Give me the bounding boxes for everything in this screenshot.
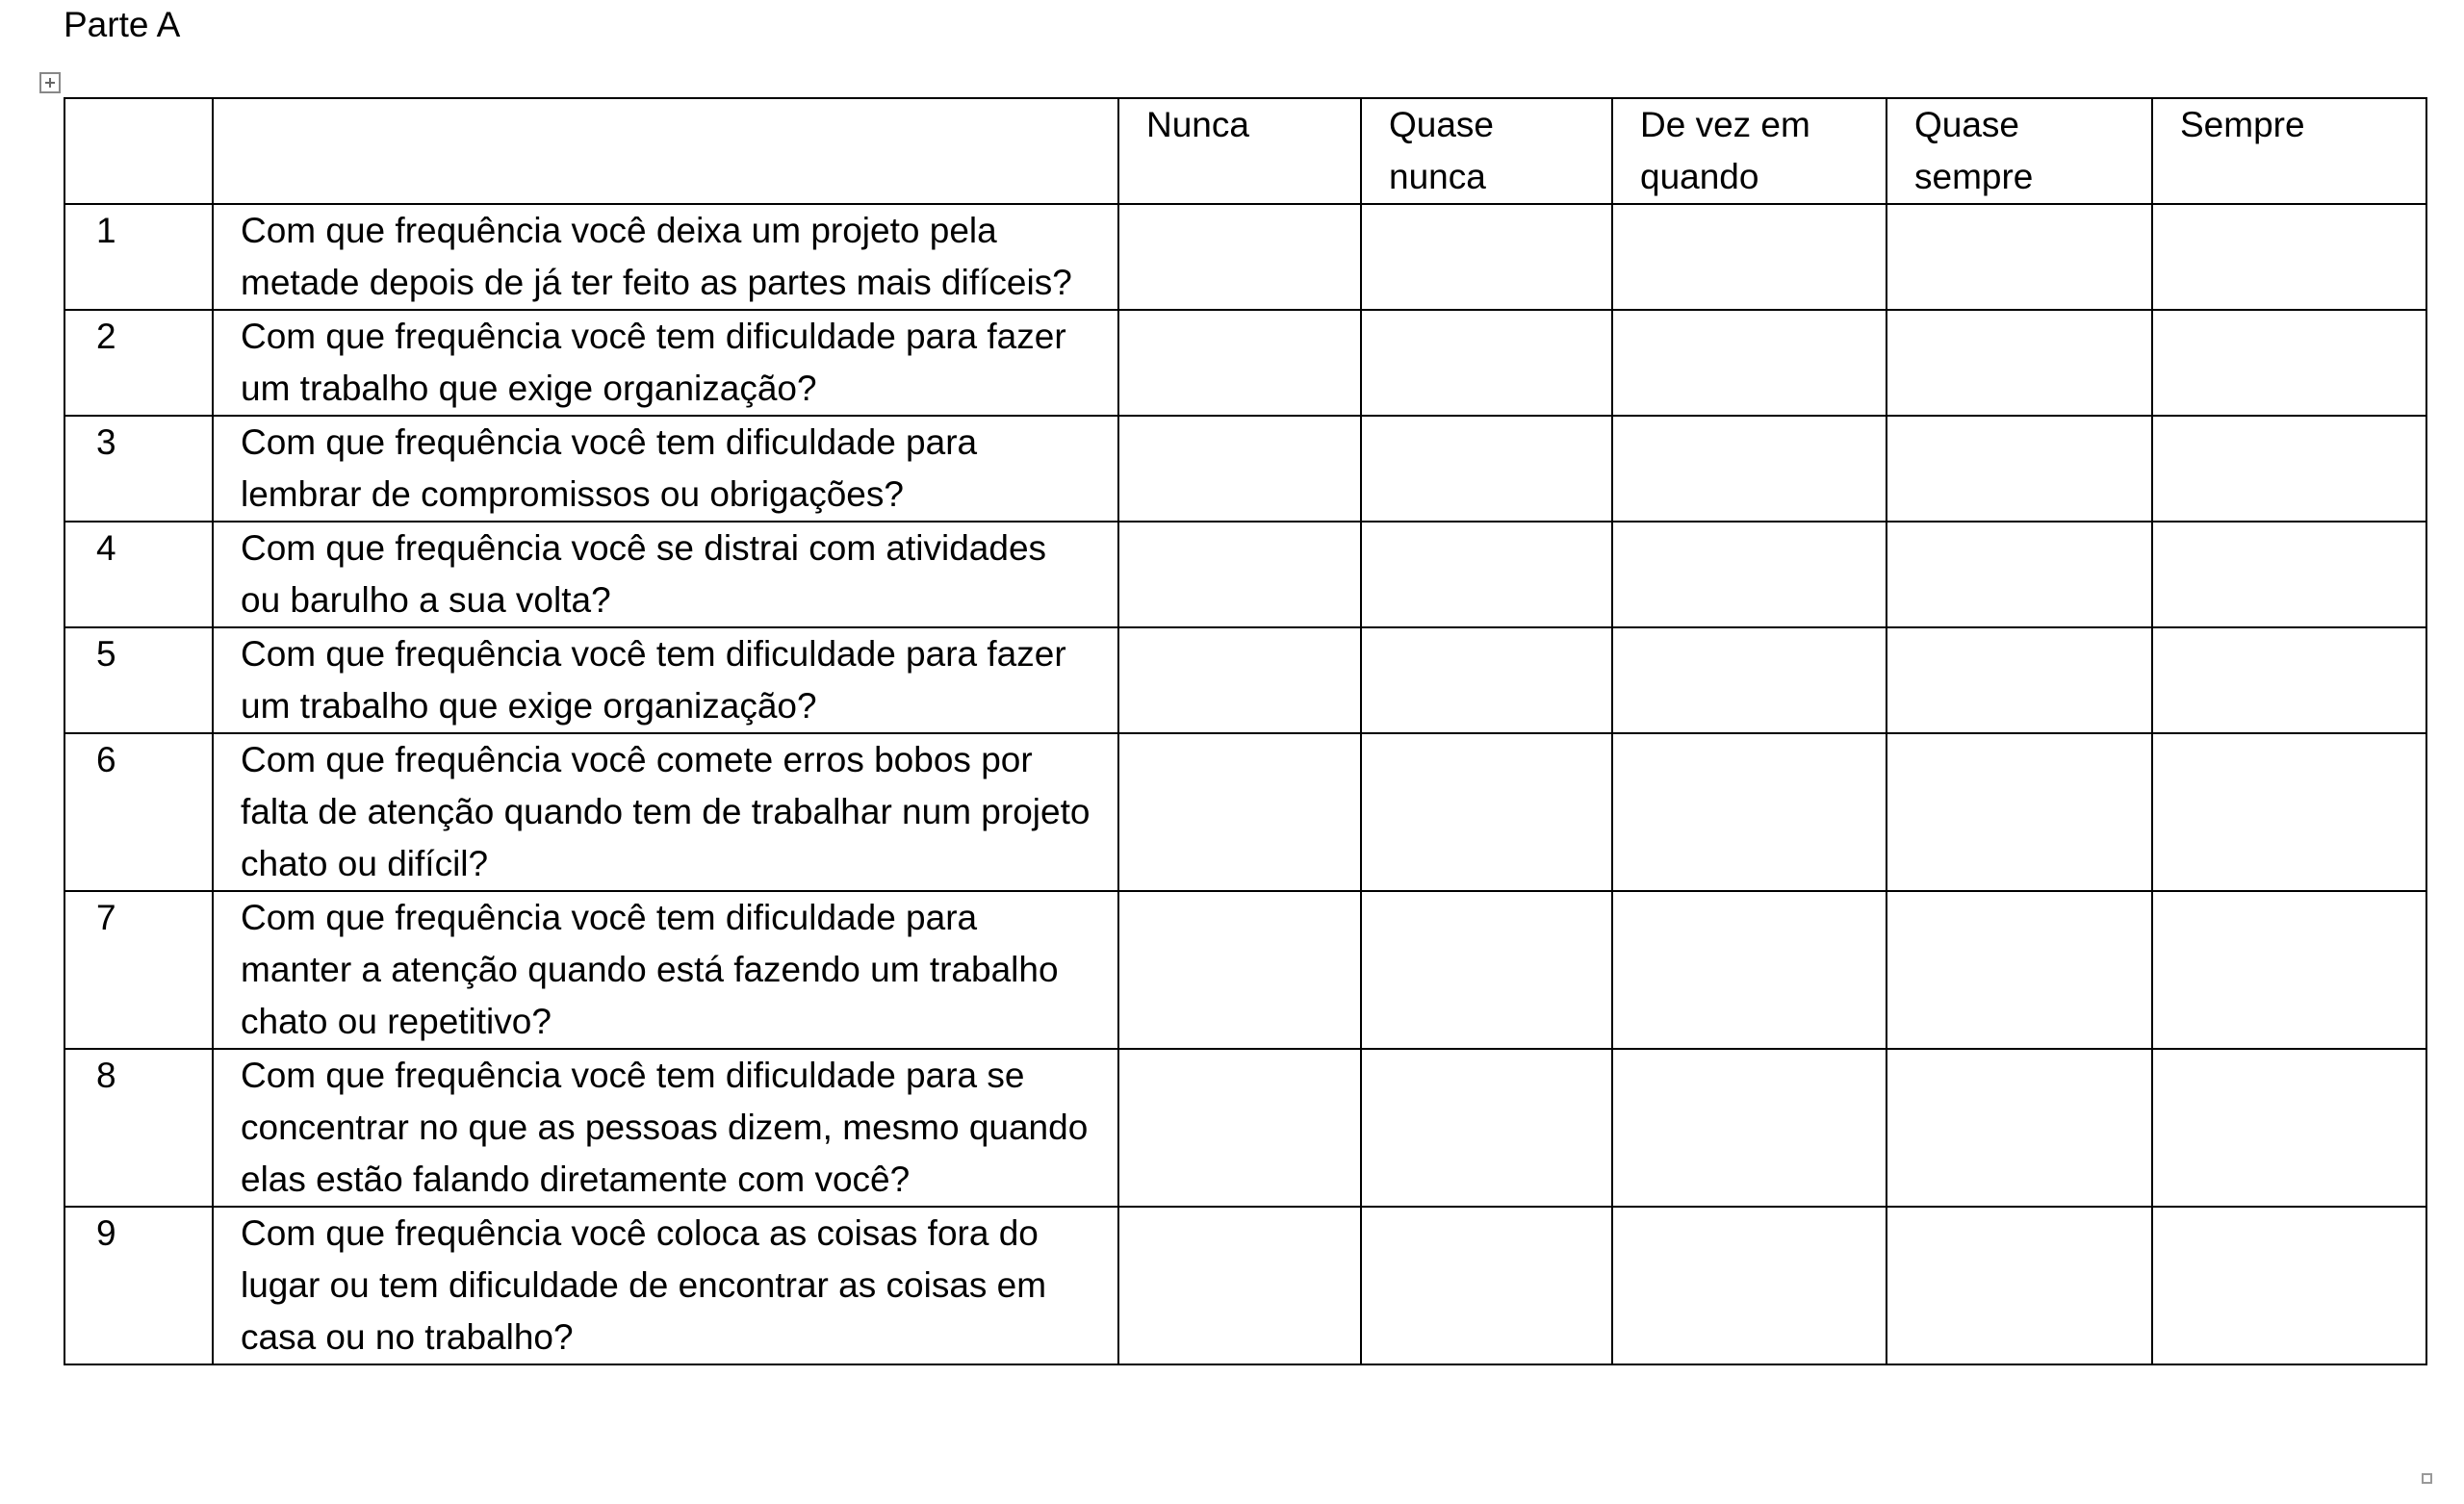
table-row — [64, 891, 2426, 1049]
answer-cell-sempre[interactable] — [2152, 891, 2426, 1049]
question-text: Com que frequência você tem dificuldade para fazer um trabalho que exige organização? — [213, 310, 1118, 416]
answer-cell-quase-sempre[interactable] — [1886, 1049, 2152, 1207]
answer-cell-nunca[interactable] — [1118, 733, 1361, 891]
answer-cell-nunca[interactable] — [1118, 310, 1361, 416]
question-number: 8 — [64, 1049, 213, 1207]
question-number: 2 — [64, 310, 213, 416]
answer-cell-sempre[interactable] — [2152, 1049, 2426, 1207]
answer-cell-quase-sempre[interactable] — [1886, 522, 2152, 627]
header-question — [213, 98, 1118, 204]
answer-cell-quase-nunca[interactable] — [1361, 627, 1612, 733]
table-row — [64, 416, 2426, 522]
answer-cell-quase-sempre[interactable] — [1886, 310, 2152, 416]
answer-cell-de-vez-em-quando[interactable] — [1612, 1049, 1886, 1207]
section-title: Parte A — [64, 5, 181, 44]
table-move-icon[interactable] — [39, 72, 61, 93]
answer-cell-sempre[interactable] — [2152, 522, 2426, 627]
answer-cell-quase-nunca[interactable] — [1361, 310, 1612, 416]
question-number: 1 — [64, 204, 213, 310]
answer-cell-de-vez-em-quando[interactable] — [1612, 627, 1886, 733]
answer-cell-quase-nunca[interactable] — [1361, 891, 1612, 1049]
answer-cell-quase-nunca[interactable] — [1361, 733, 1612, 891]
question-number: 6 — [64, 733, 213, 891]
table-row — [64, 1207, 2426, 1364]
table-row — [64, 1049, 2426, 1207]
answer-cell-quase-nunca[interactable] — [1361, 522, 1612, 627]
answer-cell-quase-sempre[interactable] — [1886, 1207, 2152, 1364]
table-row — [64, 310, 2426, 416]
answer-cell-nunca[interactable] — [1118, 891, 1361, 1049]
answer-cell-sempre[interactable] — [2152, 310, 2426, 416]
question-text: Com que frequência você comete erros bobos por falta de atenção quando tem de trabalhar num projeto chato ou difícil? — [213, 733, 1118, 891]
question-number: 4 — [64, 522, 213, 627]
answer-cell-quase-sempre[interactable] — [1886, 204, 2152, 310]
answer-cell-quase-sempre[interactable] — [1886, 627, 2152, 733]
answer-cell-quase-nunca[interactable] — [1361, 1207, 1612, 1364]
question-text: Com que frequência você tem dificuldade para se concentrar no que as pessoas dizem, mesmo quando elas estão falando diretamente com você? — [213, 1049, 1118, 1207]
question-text: Com que frequência você tem dificuldade para lembrar de compromissos ou obrigações? — [213, 416, 1118, 522]
answer-cell-quase-nunca[interactable] — [1361, 416, 1612, 522]
answer-cell-de-vez-em-quando[interactable] — [1612, 204, 1886, 310]
header-nunca: Nunca — [1118, 98, 1361, 204]
question-number: 9 — [64, 1207, 213, 1364]
answer-cell-nunca[interactable] — [1118, 416, 1361, 522]
answer-cell-nunca[interactable] — [1118, 1049, 1361, 1207]
answer-cell-sempre[interactable] — [2152, 733, 2426, 891]
answer-cell-de-vez-em-quando[interactable] — [1612, 733, 1886, 891]
header-row — [64, 98, 2426, 204]
question-text: Com que frequência você se distrai com atividades ou barulho a sua volta? — [213, 522, 1118, 627]
table-resize-icon[interactable] — [2422, 1473, 2432, 1484]
question-number: 7 — [64, 891, 213, 1049]
answer-cell-de-vez-em-quando[interactable] — [1612, 416, 1886, 522]
answer-cell-nunca[interactable] — [1118, 204, 1361, 310]
answer-cell-sempre[interactable] — [2152, 204, 2426, 310]
question-number: 3 — [64, 416, 213, 522]
answer-cell-de-vez-em-quando[interactable] — [1612, 1207, 1886, 1364]
question-text: Com que frequência você deixa um projeto pela metade depois de já ter feito as partes mais difíceis? — [213, 204, 1118, 310]
header-number — [64, 98, 213, 204]
answer-cell-de-vez-em-quando[interactable] — [1612, 891, 1886, 1049]
answer-cell-nunca[interactable] — [1118, 627, 1361, 733]
answer-cell-quase-nunca[interactable] — [1361, 1049, 1612, 1207]
question-text: Com que frequência você tem dificuldade para fazer um trabalho que exige organização? — [213, 627, 1118, 733]
question-text: Com que frequência você tem dificuldade para manter a atenção quando está fazendo um trabalho chato ou repetitivo? — [213, 891, 1118, 1049]
header-quase-nunca: Quase nunca — [1361, 98, 1612, 204]
header-quase-sempre: Quase sempre — [1886, 98, 2152, 204]
table-row — [64, 522, 2426, 627]
answer-cell-nunca[interactable] — [1118, 522, 1361, 627]
answer-cell-sempre[interactable] — [2152, 1207, 2426, 1364]
answer-cell-nunca[interactable] — [1118, 1207, 1361, 1364]
table-row — [64, 204, 2426, 310]
answer-cell-quase-sempre[interactable] — [1886, 416, 2152, 522]
questionnaire-table — [64, 97, 2427, 1365]
answer-cell-de-vez-em-quando[interactable] — [1612, 522, 1886, 627]
table-row — [64, 733, 2426, 891]
header-de-vez-em-quando: De vez em quando — [1612, 98, 1886, 204]
answer-cell-quase-sempre[interactable] — [1886, 891, 2152, 1049]
answer-cell-quase-sempre[interactable] — [1886, 733, 2152, 891]
answer-cell-sempre[interactable] — [2152, 416, 2426, 522]
header-sempre: Sempre — [2152, 98, 2426, 204]
answer-cell-sempre[interactable] — [2152, 627, 2426, 733]
question-text: Com que frequência você coloca as coisas fora do lugar ou tem dificuldade de encontrar as coisas em casa ou no trabalho? — [213, 1207, 1118, 1364]
answer-cell-quase-nunca[interactable] — [1361, 204, 1612, 310]
table-row — [64, 627, 2426, 733]
answer-cell-de-vez-em-quando[interactable] — [1612, 310, 1886, 416]
question-number: 5 — [64, 627, 213, 733]
